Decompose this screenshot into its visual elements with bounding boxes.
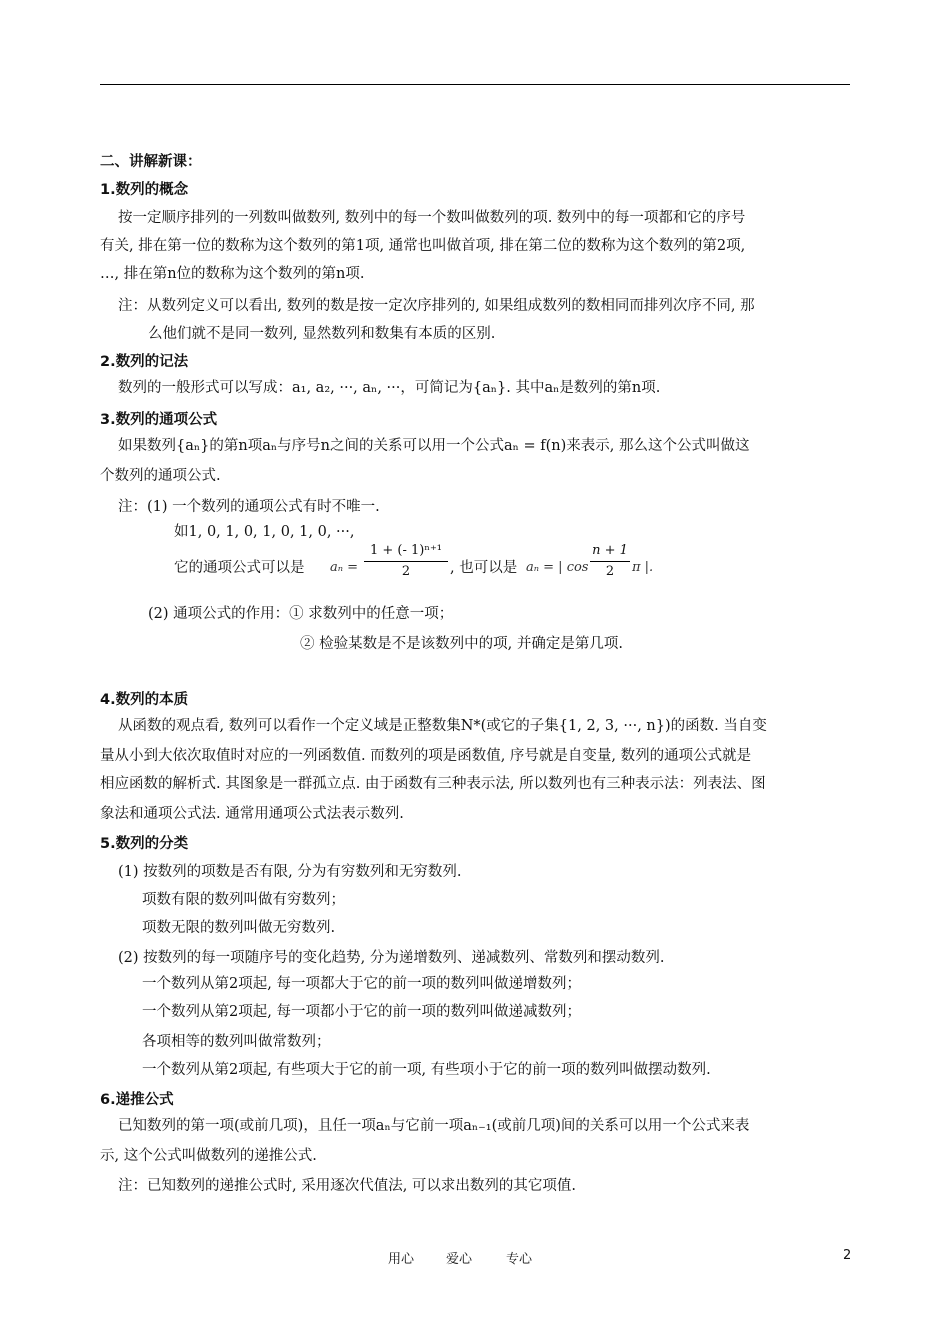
heading-recurrence: 6.递推公式 bbox=[100, 1092, 174, 1108]
heading-classification: 5.数列的分类 bbox=[100, 836, 189, 852]
heading-concept: 1.数列的概念 bbox=[100, 182, 189, 198]
example-line: 如1, 0, 1, 0, 1, 0, 1, 0, ···, bbox=[174, 524, 355, 540]
note-line: 么他们就不是同一数列, 显然数列和数集有本质的区别. bbox=[148, 326, 496, 342]
paragraph-line: …, 排在第n位的数称为这个数列的第n项. bbox=[100, 266, 365, 282]
paragraph-line: 数列的一般形式可以写成：a₁, a₂, ···, aₙ, ···，可简记为{aₙ}. 其中aₙ是数列的第n项. bbox=[118, 380, 661, 396]
paragraph-line: 如果数列{aₙ}的第n项aₙ与序号n之间的关系可以用一个公式aₙ = f(n)来表示, 那么这个公式叫做这 bbox=[118, 438, 750, 454]
fraction-1 bbox=[364, 542, 448, 581]
header-rule bbox=[100, 84, 850, 85]
formula-rhs-2: π |. bbox=[632, 560, 654, 575]
paragraph-line: 量从小到大依次取值时对应的一列函数值. 而数列的项是函数值, 序号就是自变量, 数列的通项公式就是 bbox=[100, 748, 752, 764]
fraction-bar bbox=[590, 561, 630, 562]
paragraph-line: 个数列的通项公式. bbox=[100, 468, 221, 484]
paragraph-line: 有关, 排在第一位的数称为这个数列的第1项, 通常也叫做首项, 排在第二位的数称为这个数列的第2项, bbox=[100, 238, 746, 254]
fraction-denominator: 2 bbox=[401, 564, 411, 579]
fraction-2 bbox=[590, 542, 630, 581]
list-item: 各项相等的数列叫做常数列； bbox=[142, 1034, 331, 1050]
paragraph-line: 象法和通项公式法. 通常用通项公式法表示数列. bbox=[100, 806, 404, 822]
footer-motto-2: 爱心 bbox=[446, 1252, 473, 1267]
note-line: 注：从数列定义可以看出, 数列的数是按一定次序排列的, 如果组成数列的数相同而排列次序不同, 那 bbox=[118, 298, 755, 314]
footer-motto-3: 专心 bbox=[506, 1252, 533, 1267]
list-item: (2) 按数列的每一项随序号的变化趋势, 分为递增数列、递减数列、常数列和摆动数列. bbox=[118, 950, 665, 966]
list-item: 项数有限的数列叫做有穷数列； bbox=[142, 892, 345, 908]
paragraph-line: 按一定顺序排列的一列数叫做数列, 数列中的每一个数叫做数列的项. 数列中的每一项都和它的序号 bbox=[118, 210, 746, 226]
list-item: 一个数列从第2项起, 每一项都大于它的前一项的数列叫做递增数列； bbox=[142, 976, 581, 992]
list-item: (1) 按数列的项数是否有限, 分为有穷数列和无穷数列. bbox=[118, 864, 462, 880]
section-title: 二、讲解新课： bbox=[100, 154, 202, 170]
list-item: 项数无限的数列叫做无穷数列. bbox=[142, 920, 336, 936]
fraction-bar bbox=[364, 561, 448, 562]
heading-essence: 4.数列的本质 bbox=[100, 692, 189, 708]
paragraph-line: 已知数列的第一项(或前几项)，且任一项aₙ与它前一项aₙ₋₁(或前几项)间的关系可以用一个公式来表 bbox=[118, 1118, 750, 1134]
heading-notation: 2.数列的记法 bbox=[100, 354, 189, 370]
page-number: 2 bbox=[843, 1248, 852, 1263]
fraction-denominator: 2 bbox=[605, 564, 615, 579]
note-line: 注：已知数列的递推公式时, 采用逐次代值法, 可以求出数列的其它项值. bbox=[118, 1178, 577, 1194]
paragraph-line: 示, 这个公式叫做数列的递推公式. bbox=[100, 1148, 317, 1164]
list-item: 一个数列从第2项起, 每一项都小于它的前一项的数列叫做递减数列； bbox=[142, 1004, 581, 1020]
paragraph-line: 从函数的观点看, 数列可以看作一个定义域是正整数集N*(或它的子集{1, 2, 3, ···, n})的函数. 当自变 bbox=[118, 718, 767, 734]
formula-lhs: aₙ = bbox=[330, 560, 359, 575]
fraction-numerator: 1 + (- 1)ⁿ⁺¹ bbox=[369, 543, 443, 558]
list-item: 一个数列从第2项起, 有些项大于它的前一项, 有些项小于它的前一项的数列叫做摆动数列. bbox=[142, 1062, 711, 1078]
heading-general-term: 3.数列的通项公式 bbox=[100, 412, 218, 428]
paragraph-line: 相应函数的解析式. 其图象是一群孤立点. 由于函数有三种表示法, 所以数列也有三种表示法：列表法、图 bbox=[100, 776, 766, 792]
fraction-numerator: n + 1 bbox=[592, 543, 628, 558]
note-line: (2) 通项公式的作用：① 求数列中的任意一项； bbox=[148, 606, 454, 622]
formula-intro: 它的通项公式可以是 bbox=[174, 560, 305, 576]
note-line: ② 检验某数是不是该数列中的项, 并确定是第几项. bbox=[300, 636, 623, 652]
formula-lhs-2: aₙ = | cos bbox=[526, 560, 589, 575]
formula-connector: , 也可以是 bbox=[450, 560, 518, 576]
footer-motto-1: 用心 bbox=[388, 1252, 415, 1267]
note-line: 注：(1) 一个数列的通项公式有时不唯一. bbox=[118, 499, 380, 515]
